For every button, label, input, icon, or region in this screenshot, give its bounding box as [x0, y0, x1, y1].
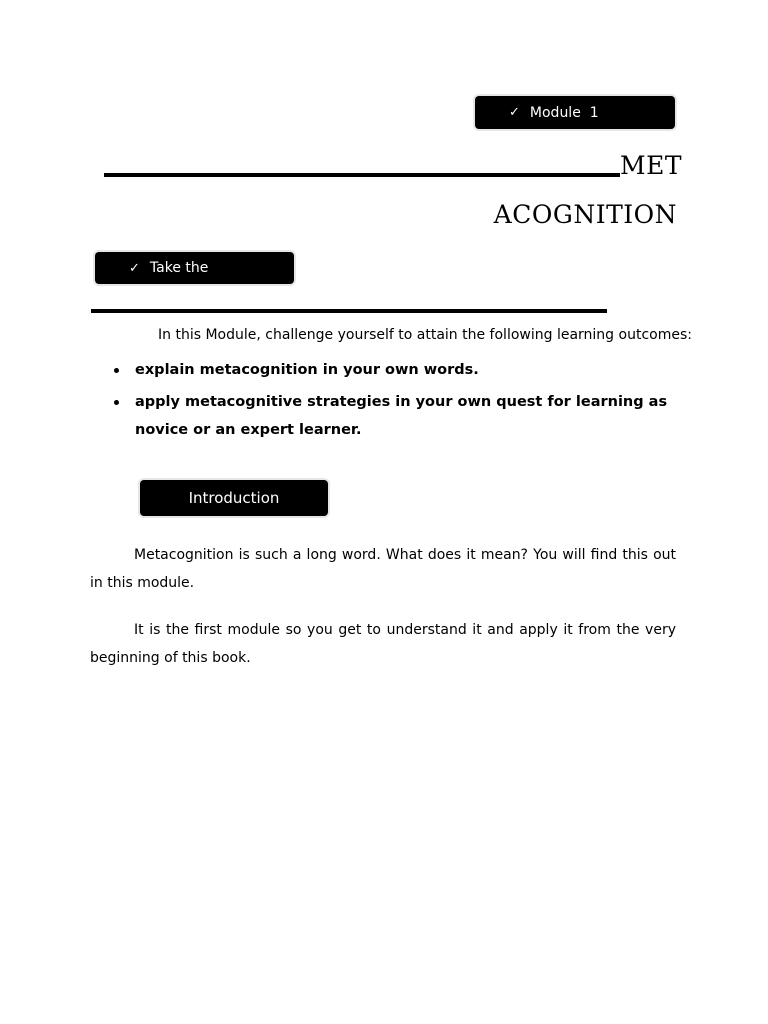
introduction-badge: [140, 480, 328, 516]
take-the-badge: [95, 252, 294, 284]
title-underline: [104, 173, 620, 177]
introduction-label: Introduction: [188, 489, 280, 507]
learning-outcomes-list: [135, 356, 677, 448]
section-divider: [91, 309, 607, 313]
checkmark-icon: ✓: [509, 105, 520, 120]
page-title-line-1: MET: [620, 151, 683, 180]
page-title-line-2: ACOGNITION: [493, 200, 677, 229]
outcomes-intro-text: In this Module, challenge yourself to attain the following learning outcomes:: [158, 327, 692, 343]
checkmark-icon: ✓: [129, 260, 140, 276]
list-item: apply metacognitive strategies in your own quest for learning as novice or an expert learner.: [135, 388, 677, 444]
module-label: Module 1: [529, 104, 599, 121]
take-the-label: Take the: [149, 260, 209, 276]
paragraph: It is the first module so you get to understand it and apply it from the very beginning of this book.: [90, 622, 676, 666]
module-badge: [475, 96, 675, 129]
list-item: explain metacognition in your own words.: [135, 356, 677, 384]
paragraph: Metacognition is such a long word. What does it mean? You will find this out in this module.: [90, 547, 676, 591]
